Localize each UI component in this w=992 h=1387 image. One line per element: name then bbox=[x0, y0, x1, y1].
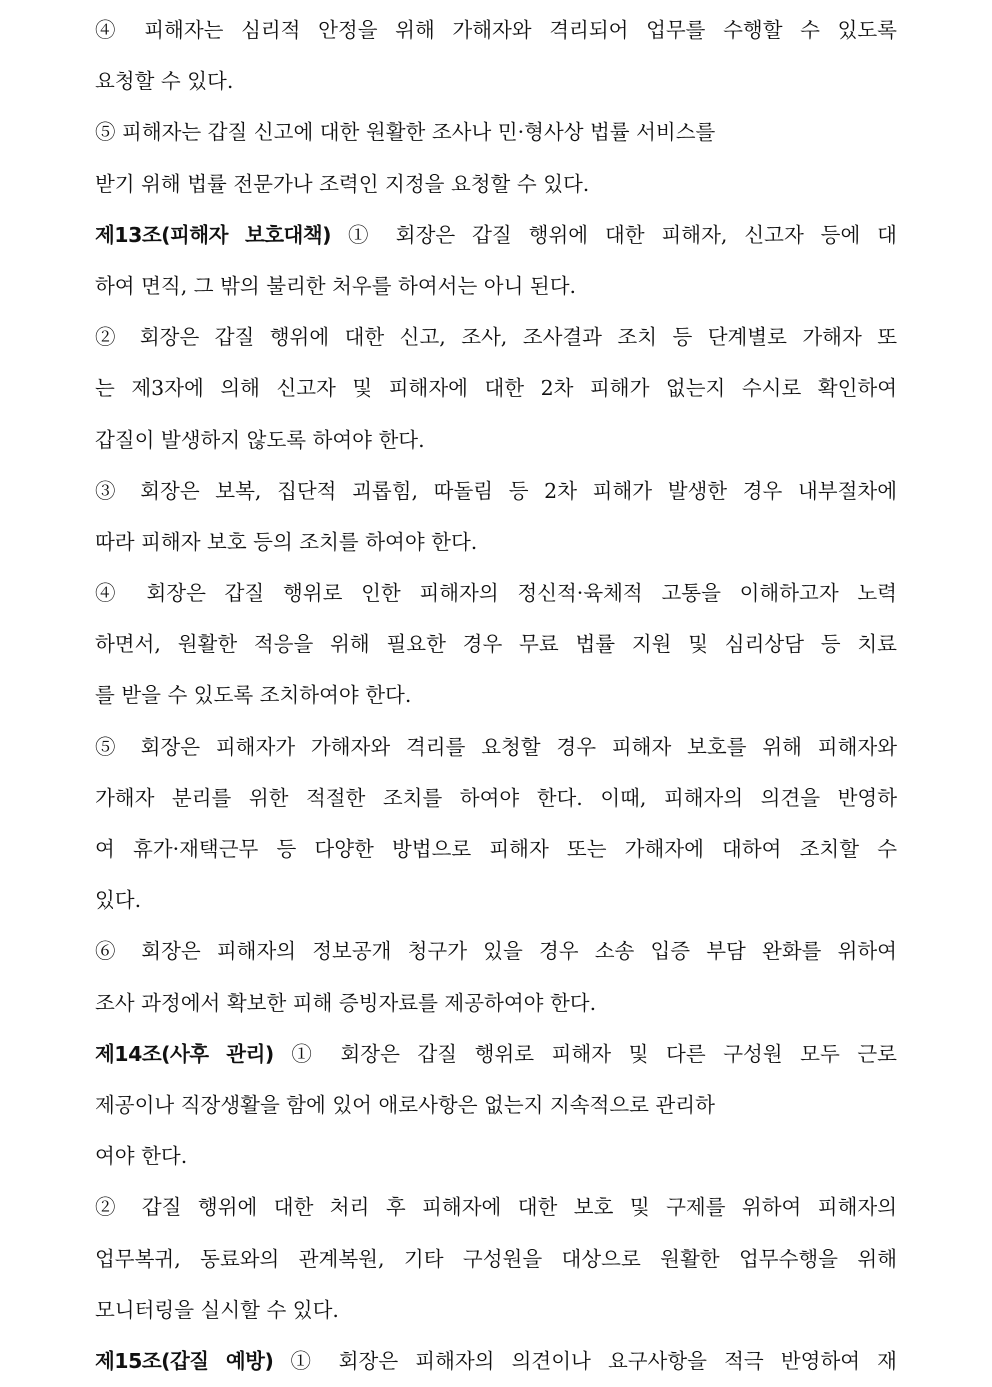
article-13-heading: 제13조(피해자 보호대책) bbox=[95, 222, 332, 247]
text-line: 여 휴가·재택근무 등 다양한 방법으로 피해자 또는 가해자에 대하여 조치할 수 bbox=[95, 837, 897, 861]
text-line: 여야 한다. bbox=[95, 1144, 188, 1169]
text-line: ⑤ 피해자는 갑질 신고에 대한 원활한 조사나 민·형사상 법률 서비스를 bbox=[95, 120, 716, 145]
text-line: 가해자 분리를 위한 적절한 조치를 하여야 한다. 이때, 피해자의 의견을 반영하 bbox=[95, 785, 897, 810]
text-segment: ① 회장은 갑질 행위에 대한 피해자, 신고자 등에 대 bbox=[347, 222, 897, 247]
text-line: 제공이나 직장생활을 함에 있어 애로사항은 없는지 지속적으로 관리하 bbox=[95, 1092, 715, 1117]
text-line: 있다. bbox=[95, 888, 142, 913]
text-line: 를 받을 수 있도록 조치하여야 한다. bbox=[95, 683, 412, 708]
text-line: ④ 피해자는 심리적 안정을 위해 가해자와 격리되어 업무를 수행할 수 있도록 bbox=[95, 18, 897, 42]
text-line: 하여 면직, 그 밖의 불리한 처우를 하여서는 아니 된다. bbox=[95, 273, 577, 298]
text-line: ② 회장은 갑질 행위에 대한 신고, 조사, 조사결과 조치 등 단계별로 가해자 또 bbox=[95, 325, 897, 350]
text-line: ⑥ 회장은 피해자의 정보공개 청구가 있을 경우 소송 입증 부담 완화를 위하여 bbox=[95, 939, 897, 964]
article-14-first-line bbox=[95, 1029, 897, 1080]
text-line: ② 갑질 행위에 대한 처리 후 피해자에 대한 보호 및 구제를 위하여 피해자의 bbox=[95, 1195, 897, 1220]
article-14-heading: 제14조(사후 관리) bbox=[95, 1041, 274, 1066]
text-line: 받기 위해 법률 전문가나 조력인 지정을 요청할 수 있다. bbox=[95, 171, 590, 196]
text-line: 업무복귀, 동료와의 관계복원, 기타 구성원을 대상으로 원활한 업무수행을 위해 bbox=[95, 1246, 897, 1271]
document-page bbox=[95, 5, 897, 1387]
article-15-heading: 제15조(갑질 예방) bbox=[95, 1348, 274, 1373]
text-line: 는 제3자에 의해 신고자 및 피해자에 대한 2차 피해가 없는지 수시로 확인하여 bbox=[95, 376, 897, 401]
text-line: 갑질이 발생하지 않도록 하여야 한다. bbox=[95, 427, 425, 452]
text-segment: ① 회장은 갑질 행위로 피해자 및 다른 구성원 모두 근로 bbox=[291, 1041, 897, 1066]
text-segment: ① 회장은 피해자의 의견이나 요구사항을 적극 반영하여 재 bbox=[290, 1348, 897, 1373]
article-13-first-line bbox=[95, 210, 897, 261]
text-line: 모니터링을 실시할 수 있다. bbox=[95, 1297, 339, 1322]
text-line: 조사 과정에서 확보한 피해 증빙자료를 제공하여야 한다. bbox=[95, 990, 597, 1015]
text-line: ④ 회장은 갑질 행위로 인한 피해자의 정신적·육체적 고통을 이해하고자 노력 bbox=[95, 581, 897, 606]
text-line: ③ 회장은 보복, 집단적 괴롭힘, 따돌림 등 2차 피해가 발생한 경우 내부절차에 bbox=[95, 478, 897, 503]
text-line: 따라 피해자 보호 등의 조치를 하여야 한다. bbox=[95, 529, 478, 554]
text-line: ⑤ 회장은 피해자가 가해자와 격리를 요청할 경우 피해자 보호를 위해 피해자와 bbox=[95, 734, 897, 759]
text-line: 요청할 수 있다. bbox=[95, 69, 234, 94]
article-15-first-line bbox=[95, 1336, 897, 1387]
text-line: 하면서, 원활한 적응을 위해 필요한 경우 무료 법률 지원 및 심리상담 등 치료 bbox=[95, 632, 897, 657]
